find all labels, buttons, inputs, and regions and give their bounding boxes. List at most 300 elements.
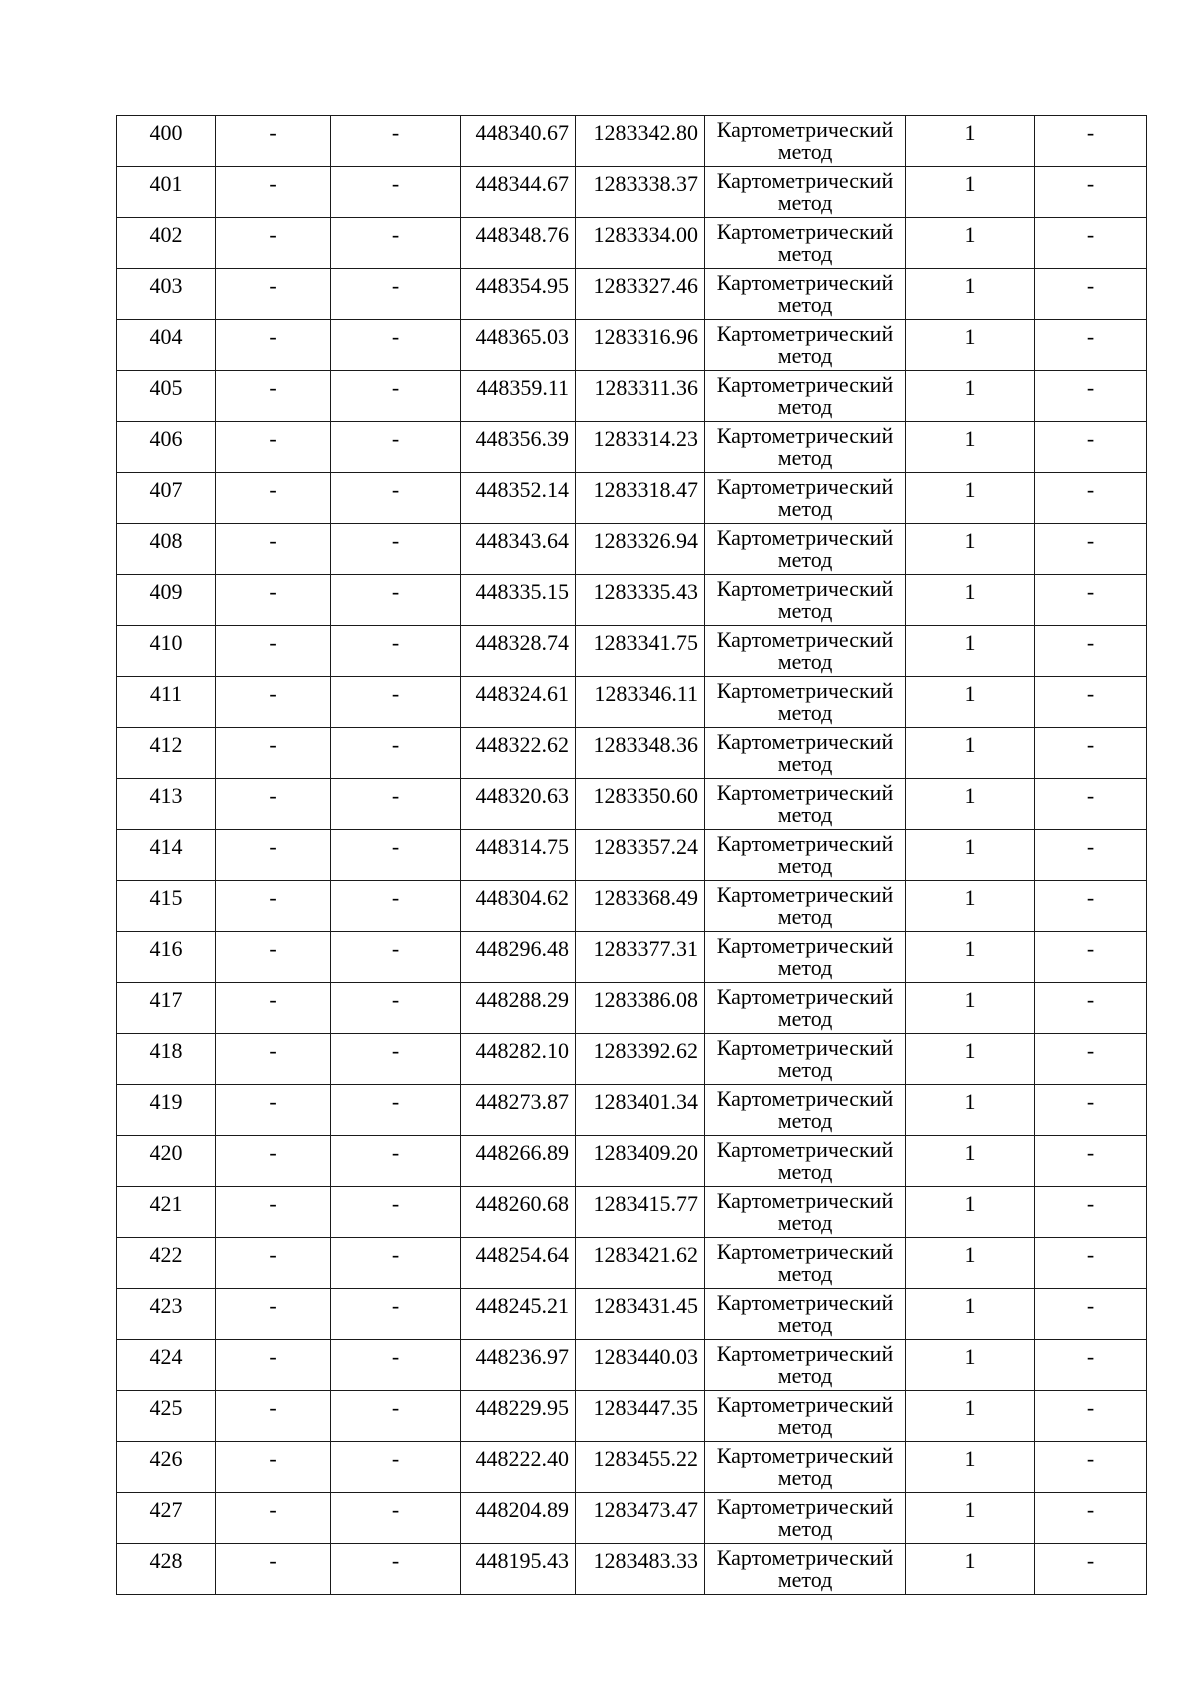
dash-cell: -	[331, 473, 461, 524]
table-row	[117, 167, 1147, 218]
method-text-line2: метод	[777, 700, 833, 725]
table-row	[117, 983, 1147, 1034]
dash-cell: -	[1035, 1136, 1147, 1187]
y-coordinate-cell: 1283392.62	[576, 1034, 705, 1085]
point-number-cell: 420	[117, 1136, 216, 1187]
accuracy-cell: 1	[906, 1391, 1035, 1442]
accuracy-cell: 1	[906, 779, 1035, 830]
method-cell	[705, 371, 906, 422]
method-cell	[705, 1289, 906, 1340]
y-coordinate-cell: 1283421.62	[576, 1238, 705, 1289]
x-coordinate-cell: 448260.68	[461, 1187, 576, 1238]
method-text-line1: Картометрический	[716, 678, 894, 703]
accuracy-cell: 1	[906, 1544, 1035, 1595]
method-cell	[705, 1340, 906, 1391]
table-row	[117, 1136, 1147, 1187]
dash-cell: -	[1035, 1034, 1147, 1085]
x-coordinate-cell: 448344.67	[461, 167, 576, 218]
method-text-line1: Картометрический	[716, 576, 894, 601]
method-text-line2: метод	[777, 496, 833, 521]
x-coordinate-cell: 448343.64	[461, 524, 576, 575]
x-coordinate-cell: 448314.75	[461, 830, 576, 881]
dash-cell: -	[1035, 932, 1147, 983]
dash-cell: -	[1035, 1085, 1147, 1136]
point-number-cell: 411	[117, 677, 216, 728]
method-cell	[705, 932, 906, 983]
dash-cell: -	[331, 779, 461, 830]
y-coordinate-cell: 1283415.77	[576, 1187, 705, 1238]
dash-cell: -	[1035, 575, 1147, 626]
method-text-line1: Картометрический	[716, 1137, 894, 1162]
method-text-line2: метод	[777, 649, 833, 674]
x-coordinate-cell: 448320.63	[461, 779, 576, 830]
method-cell	[705, 422, 906, 473]
point-number-cell: 428	[117, 1544, 216, 1595]
dash-cell: -	[331, 371, 461, 422]
dash-cell: -	[1035, 524, 1147, 575]
y-coordinate-cell: 1283368.49	[576, 881, 705, 932]
accuracy-cell: 1	[906, 575, 1035, 626]
method-cell	[705, 728, 906, 779]
accuracy-cell: 1	[906, 983, 1035, 1034]
y-coordinate-cell: 1283318.47	[576, 473, 705, 524]
x-coordinate-cell: 448356.39	[461, 422, 576, 473]
method-text-line1: Картометрический	[716, 474, 894, 499]
method-text-line2: метод	[777, 955, 833, 980]
point-number-cell: 403	[117, 269, 216, 320]
dash-cell: -	[216, 1136, 331, 1187]
x-coordinate-cell: 448354.95	[461, 269, 576, 320]
table-row	[117, 524, 1147, 575]
point-number-cell: 412	[117, 728, 216, 779]
method-cell	[705, 626, 906, 677]
table-row	[117, 575, 1147, 626]
method-text-line1: Картометрический	[716, 831, 894, 856]
dash-cell: -	[331, 167, 461, 218]
method-text-line1: Картометрический	[716, 1341, 894, 1366]
table-row	[117, 1034, 1147, 1085]
dash-cell: -	[331, 1034, 461, 1085]
dash-cell: -	[1035, 371, 1147, 422]
table-row	[117, 677, 1147, 728]
dash-cell: -	[1035, 422, 1147, 473]
dash-cell: -	[1035, 1544, 1147, 1595]
accuracy-cell: 1	[906, 881, 1035, 932]
dash-cell: -	[216, 1544, 331, 1595]
y-coordinate-cell: 1283338.37	[576, 167, 705, 218]
y-coordinate-cell: 1283401.34	[576, 1085, 705, 1136]
y-coordinate-cell: 1283440.03	[576, 1340, 705, 1391]
method-cell	[705, 1187, 906, 1238]
table-body	[117, 116, 1147, 1595]
accuracy-cell: 1	[906, 1493, 1035, 1544]
dash-cell: -	[216, 779, 331, 830]
point-number-cell: 409	[117, 575, 216, 626]
y-coordinate-cell: 1283316.96	[576, 320, 705, 371]
method-cell	[705, 524, 906, 575]
y-coordinate-cell: 1283334.00	[576, 218, 705, 269]
method-text-line2: метод	[777, 445, 833, 470]
table-row	[117, 881, 1147, 932]
method-text-line1: Картометрический	[716, 984, 894, 1009]
method-text-line1: Картометрический	[716, 168, 894, 193]
dash-cell: -	[1035, 1238, 1147, 1289]
method-cell	[705, 1391, 906, 1442]
accuracy-cell: 1	[906, 269, 1035, 320]
table-row	[117, 1340, 1147, 1391]
point-number-cell: 415	[117, 881, 216, 932]
y-coordinate-cell: 1283342.80	[576, 116, 705, 167]
point-number-cell: 421	[117, 1187, 216, 1238]
y-coordinate-cell: 1283483.33	[576, 1544, 705, 1595]
table-row	[117, 371, 1147, 422]
table-row	[117, 218, 1147, 269]
accuracy-cell: 1	[906, 473, 1035, 524]
table-row	[117, 1187, 1147, 1238]
x-coordinate-cell: 448266.89	[461, 1136, 576, 1187]
method-text-line1: Картометрический	[716, 882, 894, 907]
method-text-line2: метод	[777, 1414, 833, 1439]
point-number-cell: 410	[117, 626, 216, 677]
x-coordinate-cell: 448348.76	[461, 218, 576, 269]
dash-cell: -	[331, 1493, 461, 1544]
method-text-line1: Картометрический	[716, 627, 894, 652]
point-number-cell: 407	[117, 473, 216, 524]
y-coordinate-cell: 1283409.20	[576, 1136, 705, 1187]
dash-cell: -	[1035, 1391, 1147, 1442]
accuracy-cell: 1	[906, 1085, 1035, 1136]
method-cell	[705, 881, 906, 932]
table-row	[117, 779, 1147, 830]
method-text-line2: метод	[777, 394, 833, 419]
accuracy-cell: 1	[906, 167, 1035, 218]
point-number-cell: 416	[117, 932, 216, 983]
dash-cell: -	[216, 167, 331, 218]
dash-cell: -	[216, 1340, 331, 1391]
point-number-cell: 424	[117, 1340, 216, 1391]
method-text-line2: метод	[777, 1363, 833, 1388]
method-text-line1: Картометрический	[716, 270, 894, 295]
x-coordinate-cell: 448340.67	[461, 116, 576, 167]
method-text-line2: метод	[777, 1159, 833, 1184]
dash-cell: -	[331, 575, 461, 626]
x-coordinate-cell: 448254.64	[461, 1238, 576, 1289]
dash-cell: -	[331, 1340, 461, 1391]
coordinates-table	[116, 115, 1147, 1595]
method-cell	[705, 983, 906, 1034]
dash-cell: -	[1035, 677, 1147, 728]
dash-cell: -	[1035, 728, 1147, 779]
point-number-cell: 404	[117, 320, 216, 371]
method-text-line2: метод	[777, 598, 833, 623]
accuracy-cell: 1	[906, 1289, 1035, 1340]
x-coordinate-cell: 448195.43	[461, 1544, 576, 1595]
point-number-cell: 417	[117, 983, 216, 1034]
method-text-line2: метод	[777, 139, 833, 164]
y-coordinate-cell: 1283327.46	[576, 269, 705, 320]
dash-cell: -	[1035, 167, 1147, 218]
x-coordinate-cell: 448365.03	[461, 320, 576, 371]
x-coordinate-cell: 448282.10	[461, 1034, 576, 1085]
x-coordinate-cell: 448273.87	[461, 1085, 576, 1136]
dash-cell: -	[331, 1187, 461, 1238]
table-row	[117, 1493, 1147, 1544]
accuracy-cell: 1	[906, 1136, 1035, 1187]
method-cell	[705, 677, 906, 728]
method-cell	[705, 269, 906, 320]
accuracy-cell: 1	[906, 677, 1035, 728]
y-coordinate-cell: 1283386.08	[576, 983, 705, 1034]
method-text-line2: метод	[777, 904, 833, 929]
method-cell	[705, 218, 906, 269]
accuracy-cell: 1	[906, 218, 1035, 269]
table-row	[117, 1289, 1147, 1340]
dash-cell: -	[331, 422, 461, 473]
x-coordinate-cell: 448335.15	[461, 575, 576, 626]
point-number-cell: 426	[117, 1442, 216, 1493]
method-text-line2: метод	[777, 1006, 833, 1031]
dash-cell: -	[1035, 1442, 1147, 1493]
point-number-cell: 423	[117, 1289, 216, 1340]
dash-cell: -	[331, 116, 461, 167]
dash-cell: -	[216, 575, 331, 626]
dash-cell: -	[216, 1442, 331, 1493]
point-number-cell: 405	[117, 371, 216, 422]
method-cell	[705, 320, 906, 371]
method-text-line2: метод	[777, 1465, 833, 1490]
method-cell	[705, 1034, 906, 1085]
x-coordinate-cell: 448288.29	[461, 983, 576, 1034]
method-text-line1: Картометрический	[716, 1086, 894, 1111]
method-cell	[705, 1238, 906, 1289]
dash-cell: -	[216, 422, 331, 473]
dash-cell: -	[331, 1238, 461, 1289]
dash-cell: -	[331, 932, 461, 983]
dash-cell: -	[216, 1085, 331, 1136]
dash-cell: -	[216, 1034, 331, 1085]
dash-cell: -	[331, 1442, 461, 1493]
method-cell	[705, 1136, 906, 1187]
dash-cell: -	[216, 524, 331, 575]
point-number-cell: 427	[117, 1493, 216, 1544]
y-coordinate-cell: 1283473.47	[576, 1493, 705, 1544]
dash-cell: -	[331, 218, 461, 269]
dash-cell: -	[216, 983, 331, 1034]
point-number-cell: 418	[117, 1034, 216, 1085]
point-number-cell: 408	[117, 524, 216, 575]
table-row	[117, 728, 1147, 779]
point-number-cell: 414	[117, 830, 216, 881]
accuracy-cell: 1	[906, 1187, 1035, 1238]
method-cell	[705, 1442, 906, 1493]
method-text-line1: Картометрический	[716, 1545, 894, 1570]
dash-cell: -	[1035, 830, 1147, 881]
table-row	[117, 1391, 1147, 1442]
y-coordinate-cell: 1283350.60	[576, 779, 705, 830]
dash-cell: -	[216, 116, 331, 167]
method-text-line1: Картометрический	[716, 1494, 894, 1519]
accuracy-cell: 1	[906, 524, 1035, 575]
dash-cell: -	[216, 320, 331, 371]
method-text-line2: метод	[777, 751, 833, 776]
dash-cell: -	[331, 728, 461, 779]
dash-cell: -	[216, 1238, 331, 1289]
point-number-cell: 406	[117, 422, 216, 473]
x-coordinate-cell: 448352.14	[461, 473, 576, 524]
method-text-line2: метод	[777, 1516, 833, 1541]
method-text-line1: Картометрический	[716, 219, 894, 244]
dash-cell: -	[216, 269, 331, 320]
table-row	[117, 116, 1147, 167]
table-row	[117, 1085, 1147, 1136]
x-coordinate-cell: 448328.74	[461, 626, 576, 677]
dash-cell: -	[1035, 1187, 1147, 1238]
y-coordinate-cell: 1283341.75	[576, 626, 705, 677]
method-text-line1: Картометрический	[716, 729, 894, 754]
y-coordinate-cell: 1283431.45	[576, 1289, 705, 1340]
point-number-cell: 401	[117, 167, 216, 218]
dash-cell: -	[216, 881, 331, 932]
method-cell	[705, 473, 906, 524]
dash-cell: -	[331, 830, 461, 881]
dash-cell: -	[216, 932, 331, 983]
table-row	[117, 1238, 1147, 1289]
accuracy-cell: 1	[906, 320, 1035, 371]
dash-cell: -	[216, 1289, 331, 1340]
y-coordinate-cell: 1283311.36	[576, 371, 705, 422]
dash-cell: -	[331, 1391, 461, 1442]
method-text-line1: Картометрический	[716, 321, 894, 346]
table-row	[117, 269, 1147, 320]
point-number-cell: 400	[117, 116, 216, 167]
point-number-cell: 419	[117, 1085, 216, 1136]
table-row	[117, 932, 1147, 983]
dash-cell: -	[1035, 1289, 1147, 1340]
method-text-line2: метод	[777, 241, 833, 266]
y-coordinate-cell: 1283455.22	[576, 1442, 705, 1493]
method-cell	[705, 1085, 906, 1136]
dash-cell: -	[1035, 1493, 1147, 1544]
dash-cell: -	[1035, 320, 1147, 371]
method-text-line1: Картометрический	[716, 525, 894, 550]
dash-cell: -	[331, 1289, 461, 1340]
x-coordinate-cell: 448222.40	[461, 1442, 576, 1493]
dash-cell: -	[331, 983, 461, 1034]
method-text-line2: метод	[777, 802, 833, 827]
dash-cell: -	[216, 728, 331, 779]
point-number-cell: 413	[117, 779, 216, 830]
accuracy-cell: 1	[906, 422, 1035, 473]
method-text-line1: Картометрический	[716, 372, 894, 397]
dash-cell: -	[331, 1544, 461, 1595]
y-coordinate-cell: 1283377.31	[576, 932, 705, 983]
accuracy-cell: 1	[906, 1238, 1035, 1289]
x-coordinate-cell: 448359.11	[461, 371, 576, 422]
accuracy-cell: 1	[906, 1340, 1035, 1391]
dash-cell: -	[1035, 218, 1147, 269]
accuracy-cell: 1	[906, 932, 1035, 983]
method-text-line1: Картометрический	[716, 117, 894, 142]
accuracy-cell: 1	[906, 116, 1035, 167]
method-text-line2: метод	[777, 1108, 833, 1133]
method-text-line2: метод	[777, 1312, 833, 1337]
dash-cell: -	[1035, 881, 1147, 932]
dash-cell: -	[1035, 1340, 1147, 1391]
dash-cell: -	[216, 626, 331, 677]
point-number-cell: 425	[117, 1391, 216, 1442]
dash-cell: -	[216, 1187, 331, 1238]
accuracy-cell: 1	[906, 1034, 1035, 1085]
dash-cell: -	[216, 218, 331, 269]
dash-cell: -	[1035, 473, 1147, 524]
method-text-line2: метод	[777, 1057, 833, 1082]
accuracy-cell: 1	[906, 371, 1035, 422]
table-row	[117, 422, 1147, 473]
dash-cell: -	[331, 1136, 461, 1187]
method-text-line1: Картометрический	[716, 780, 894, 805]
method-cell	[705, 1493, 906, 1544]
method-text-line2: метод	[777, 547, 833, 572]
dash-cell: -	[216, 1493, 331, 1544]
method-text-line1: Картометрический	[716, 1239, 894, 1264]
method-cell	[705, 1544, 906, 1595]
x-coordinate-cell: 448204.89	[461, 1493, 576, 1544]
table-row	[117, 320, 1147, 371]
y-coordinate-cell: 1283326.94	[576, 524, 705, 575]
method-text-line1: Картометрический	[716, 1443, 894, 1468]
dash-cell: -	[1035, 116, 1147, 167]
point-number-cell: 422	[117, 1238, 216, 1289]
dash-cell: -	[1035, 626, 1147, 677]
table-row	[117, 830, 1147, 881]
method-text-line1: Картометрический	[716, 933, 894, 958]
method-cell	[705, 830, 906, 881]
x-coordinate-cell: 448296.48	[461, 932, 576, 983]
method-text-line2: метод	[777, 853, 833, 878]
x-coordinate-cell: 448236.97	[461, 1340, 576, 1391]
method-text-line2: метод	[777, 1567, 833, 1592]
table-row	[117, 1442, 1147, 1493]
y-coordinate-cell: 1283335.43	[576, 575, 705, 626]
method-cell	[705, 779, 906, 830]
accuracy-cell: 1	[906, 1442, 1035, 1493]
x-coordinate-cell: 448322.62	[461, 728, 576, 779]
method-text-line1: Картометрический	[716, 1035, 894, 1060]
method-text-line1: Картометрический	[716, 1290, 894, 1315]
table-row	[117, 626, 1147, 677]
table-row	[117, 1544, 1147, 1595]
x-coordinate-cell: 448245.21	[461, 1289, 576, 1340]
dash-cell: -	[216, 1391, 331, 1442]
dash-cell: -	[1035, 983, 1147, 1034]
method-cell	[705, 575, 906, 626]
method-text-line2: метод	[777, 292, 833, 317]
method-text-line2: метод	[777, 190, 833, 215]
table-row	[117, 473, 1147, 524]
dash-cell: -	[216, 473, 331, 524]
dash-cell: -	[331, 881, 461, 932]
dash-cell: -	[331, 626, 461, 677]
accuracy-cell: 1	[906, 728, 1035, 779]
dash-cell: -	[331, 677, 461, 728]
x-coordinate-cell: 448229.95	[461, 1391, 576, 1442]
x-coordinate-cell: 448304.62	[461, 881, 576, 932]
method-text-line2: метод	[777, 1210, 833, 1235]
dash-cell: -	[1035, 779, 1147, 830]
method-text-line2: метод	[777, 1261, 833, 1286]
accuracy-cell: 1	[906, 626, 1035, 677]
y-coordinate-cell: 1283447.35	[576, 1391, 705, 1442]
